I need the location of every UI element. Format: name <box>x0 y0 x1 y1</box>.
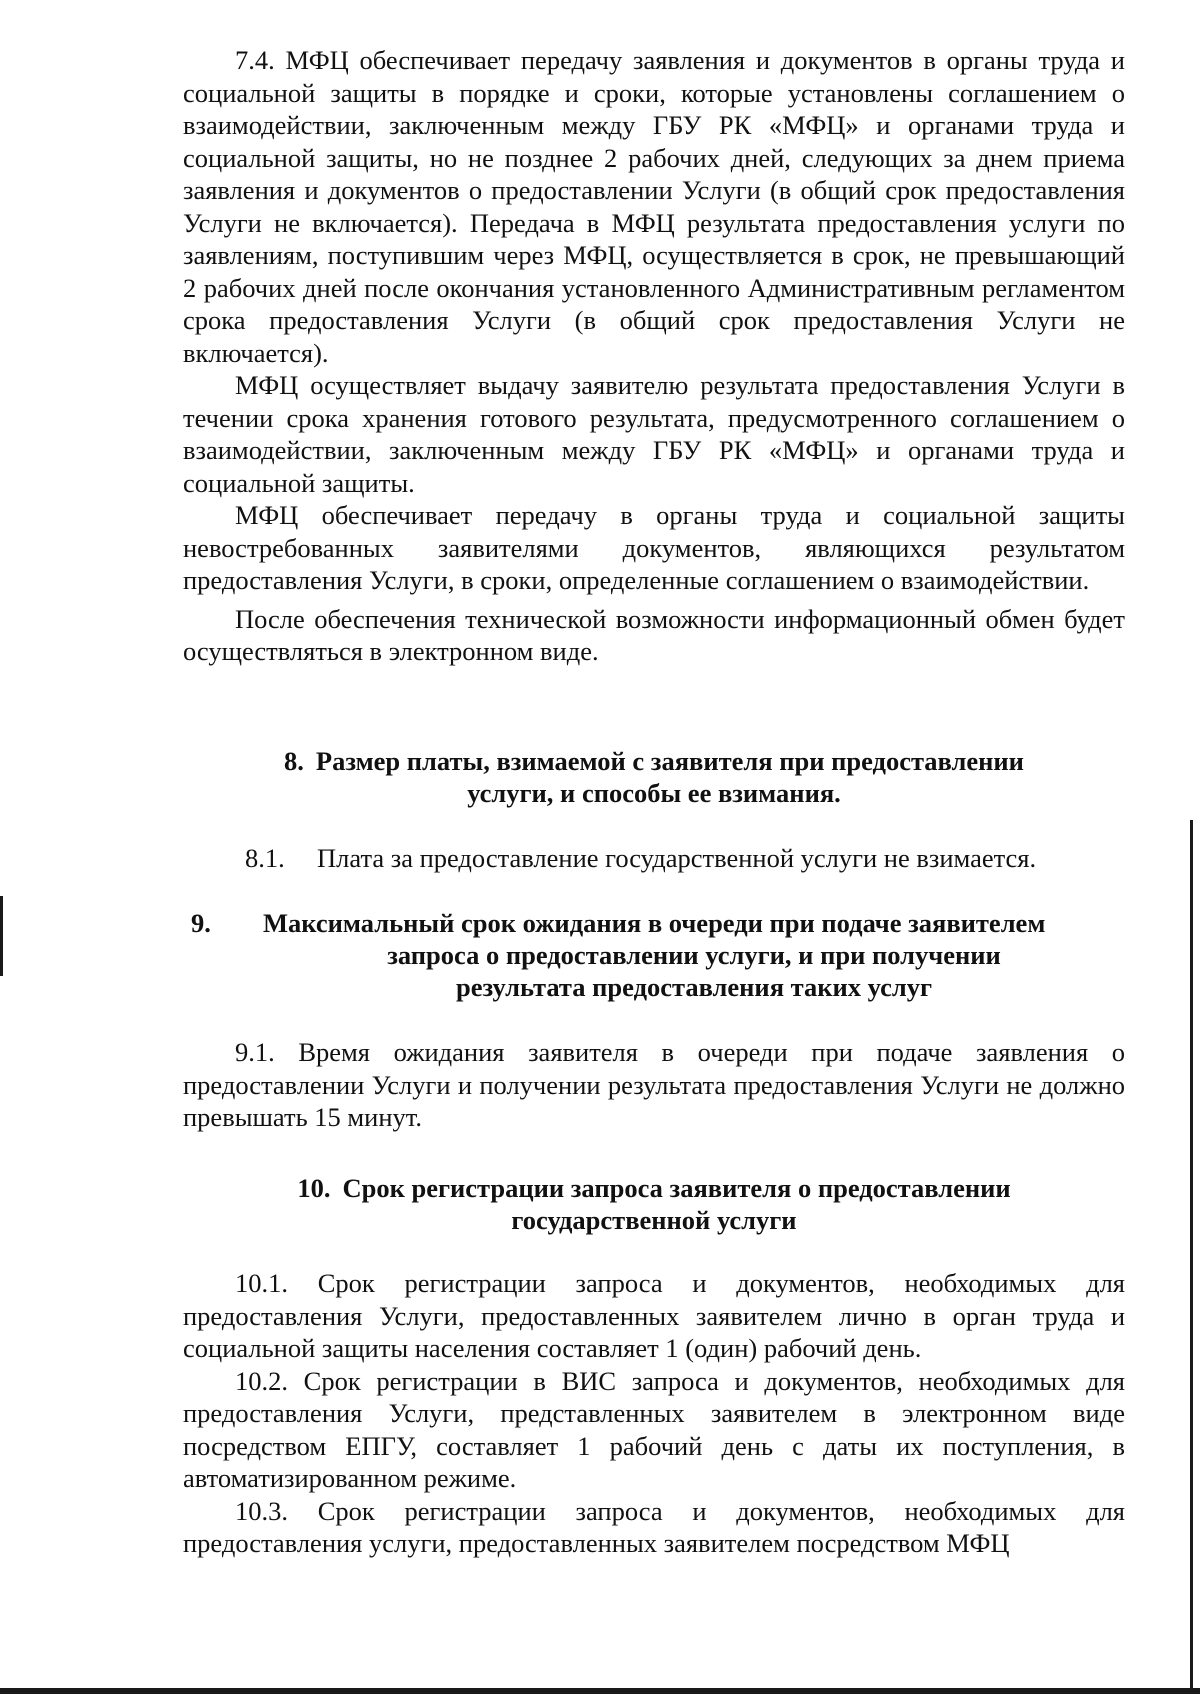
section-9-title-line2: запроса о предоставлении услуги, и при получении <box>387 940 1001 970</box>
section-9-title-line3: результата предоставления таких услуг <box>455 972 933 1002</box>
item-8-1-number: 8.1. <box>245 843 285 873</box>
paragraph-7-electronic: После обеспечения технической возможности информационный обмен будет осуществляться в электронном виде. <box>183 603 1125 666</box>
section-7-text <box>183 44 1125 668</box>
scan-edge-right <box>1190 820 1193 1690</box>
section-8-title-line2: услуги, и способы ее взимания. <box>467 778 841 808</box>
item-10-2: 10.2. Срок регистрации в ВИС запроса и документов, необходимых для предоставления Услуги, представленных заявителем в электронном виде посредством ЕПГУ, составляет 1 рабочий день с даты их поступления, в автоматизированном режиме. <box>183 1365 1125 1493</box>
section-8-title-line1: Размер платы, взимаемой с заявителя при предоставлении <box>315 746 1024 776</box>
item-9-1: 9.1. Время ожидания заявителя в очереди при подаче заявления о предоставлении Услуги и получении результата предоставления Услуги не должно превышать 15 минут. <box>183 1037 1125 1132</box>
paragraph-7-4: 7.4. МФЦ обеспечивает передачу заявления и документов в органы труда и социальной защиты в порядке и сроки, которые установлены соглашением о взаимодействии, заключенным между ГБУ РК «МФЦ» и органами труда и социальной защиты, но не позднее 2 рабочих дней, следующих за днем приема заявления и документов о предоставлении Услуги (в общий срок предоставления Услуги не включается). Передача в МФЦ результата предоставления услуги по заявлениям, поступившим через МФЦ, осуществляется в срок, не превышающий 2 рабочих дней после окончания установленного Административным регламентом срока предоставления Услуги (в общий срок предоставления Услуги не включается). <box>183 45 1125 368</box>
section-9-text <box>183 1036 1125 1134</box>
paragraph-7-mfc-issue: МФЦ осуществляет выдачу заявителю результата предоставления Услуги в течении срока хранения готового результата, предусмотренного соглашением о взаимодействии, заключенным между ГБУ РК «МФЦ» и органами труда и социальной защиты. <box>183 370 1125 498</box>
item-8-1-text: Плата за предоставление государственной услуги не взимается. <box>317 843 1037 873</box>
section-10-heading <box>183 1172 1125 1236</box>
section-8-number: 8. <box>284 746 304 776</box>
section-9-title-line1: Максимальный срок ожидания в очереди при подаче заявителем <box>263 908 1046 938</box>
section-9-number: 9. <box>191 908 211 938</box>
section-8-item-1 <box>245 842 1036 874</box>
paragraph-7-mfc-transfer: МФЦ обеспечивает передачу в органы труда и социальной защиты невостребованных заявителями документов, являющихся результатом предоставления Услуги, в сроки, определенные соглашением о взаимодействии. <box>183 500 1125 595</box>
scan-edge-left <box>0 896 3 976</box>
section-9-heading <box>183 907 1125 1003</box>
section-8-heading <box>183 745 1125 809</box>
section-10-text <box>183 1267 1125 1560</box>
item-10-3: 10.3. Срок регистрации запроса и документов, необходимых для предоставления услуги, предоставленных заявителем посредством МФЦ <box>183 1495 1125 1558</box>
item-10-1: 10.1. Срок регистрации запроса и документов, необходимых для предоставления Услуги, предоставленных заявителем лично в орган труда и социальной защиты населения составляет 1 (один) рабочий день. <box>183 1268 1125 1363</box>
section-10-title-line2: государственной услуги <box>511 1205 797 1235</box>
section-10-number: 10. <box>297 1173 331 1203</box>
section-10-title-line1: Срок регистрации запроса заявителя о предоставлении <box>342 1173 1011 1203</box>
scan-edge-bottom <box>0 1688 1200 1694</box>
